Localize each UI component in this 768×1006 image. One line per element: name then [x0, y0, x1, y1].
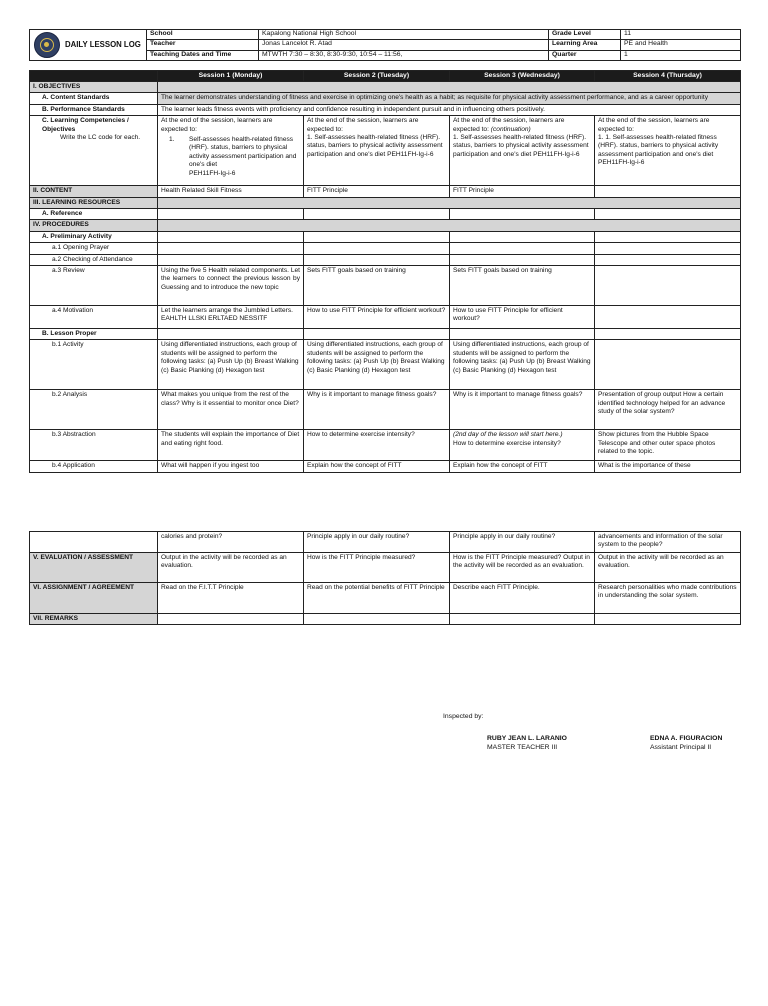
application-s4: What is the importance of these	[595, 461, 741, 472]
motivation-s1: Let the learners arrange the Jumbled Letters. EAHLTH LLSKI ERLTAED NESSITF	[158, 306, 304, 329]
school-label: School	[147, 30, 259, 40]
activity-row	[30, 340, 741, 390]
competency-s1	[158, 116, 304, 186]
procedures-heading: IV. PROCEDURES	[30, 220, 158, 231]
activity-s2: Using differentiated instructions, each group of students will be assigned to perform the following tasks: (a) Push Up (b) Breast Walking (c) Basic Planking (d) Hexagon test	[304, 340, 450, 390]
preliminary-label: A. Preliminary Activity	[30, 231, 158, 242]
motivation-label: a.4 Motivation	[30, 306, 158, 329]
header-table	[29, 29, 741, 61]
abstraction-s3-text: How to determine exercise intensity?	[453, 439, 561, 447]
signatory-1-name: RUBY JEAN L. LARANIO	[487, 735, 567, 742]
abstraction-s3	[450, 430, 595, 461]
competencies-label: C. Learning Competencies / Objectives	[42, 117, 129, 133]
content-standards-row	[30, 93, 741, 104]
competency-s2-text: 1. Self-assesses health-related fitness (HRF). status, barriers to physical activity assessment participation and one's diet PEH11FH-Ig-i-6	[307, 134, 443, 158]
form-title: DAILY LESSON LOG	[65, 40, 141, 49]
opening-prayer-row	[30, 243, 741, 254]
performance-standards-label: B. Performance Standards	[30, 104, 158, 115]
content-row	[30, 186, 741, 197]
application-s3: Explain how the concept of FITT	[450, 461, 595, 472]
logo-cell	[30, 30, 147, 61]
review-s3: Sets FITT goals based on training	[450, 266, 595, 306]
competency-s3	[450, 116, 595, 186]
content-s4	[595, 186, 741, 197]
content-standards-label: A. Content Standards	[30, 93, 158, 104]
activity-s4	[595, 340, 741, 390]
quarter-value: 1	[621, 50, 741, 60]
teacher-label: Teacher	[147, 40, 259, 50]
review-s4	[595, 266, 741, 306]
assignment-heading: VI. ASSIGNMENT / AGREEMENT	[30, 583, 158, 614]
competency-s3-intro: At the end of the session, learners are expected to:	[453, 117, 565, 133]
deped-seal-icon	[34, 32, 60, 58]
performance-standards-row	[30, 104, 741, 115]
activity-s3: Using differentiated instructions, each group of students will be assigned to perform the following tasks: (a) Push Up (b) Breast Walking (c) Basic Planking (d) Hexagon test	[450, 340, 595, 390]
competency-s4-intro: At the end of the session, learners are expected to:	[598, 117, 710, 133]
school-value: Kapalong National High School	[259, 30, 549, 40]
competency-s4	[595, 116, 741, 186]
application-cont-s2: Principle apply in our daily routine?	[304, 532, 450, 553]
motivation-s4	[595, 306, 741, 329]
session-1-header: Session 1 (Monday)	[158, 71, 304, 82]
session-2-header: Session 2 (Tuesday)	[304, 71, 450, 82]
abstraction-s4: Show pictures from the Hubble Space Telescope and other outer space photos related to the topic.	[595, 430, 741, 461]
competencies-note: Write the LC code for each.	[60, 134, 141, 142]
analysis-s3: Why is it important to manage fitness goals?	[450, 390, 595, 430]
content-standards-text: The learner demonstrates understanding of fitness and exercise in optimizing one's health as a habit; as requisite for physical activity assessment performance, and as a career opportunity	[158, 93, 741, 104]
competency-s1-number: 1.	[169, 136, 175, 144]
session-4-header: Session 4 (Thursday)	[595, 71, 741, 82]
evaluation-heading: V. EVALUATION / ASSESSMENT	[30, 553, 158, 583]
reference-label: A. Reference	[30, 209, 158, 220]
dates-label: Teaching Dates and Time	[147, 50, 259, 60]
application-cont-s1: calories and protein?	[158, 532, 304, 553]
motivation-s3: How to use FITT Principle for efficient workout?	[450, 306, 595, 329]
motivation-row	[30, 306, 741, 329]
session-header-row	[30, 71, 741, 82]
content-s1: Health Related Skill Fitness	[158, 186, 304, 197]
competency-s2	[304, 116, 450, 186]
competencies-row	[30, 116, 741, 186]
remarks-row	[30, 614, 741, 625]
performance-standards-text: The learner leads fitness events with proficiency and confidence resulting in independent pursuit and in influencing others positively.	[158, 104, 741, 115]
competency-s1-code: PEH11FH-Ig-i-6	[189, 169, 236, 177]
review-s2: Sets FITT goals based on training	[304, 266, 450, 306]
learning-resources-heading: III. LEARNING RESOURCES	[30, 197, 158, 208]
session-3-header: Session 3 (Wednesday)	[450, 71, 595, 82]
reference-row	[30, 209, 741, 220]
analysis-s1: What makes you unique from the rest of the class? Why is it essential to monitor once Diet?	[158, 390, 304, 430]
inspected-by-label: Inspected by:	[443, 713, 484, 720]
assignment-s4: Research personalities who made contributions in understanding the solar system.	[595, 583, 741, 614]
signatory-1	[487, 734, 567, 752]
learning-area-value: PE and Health	[621, 40, 741, 50]
quarter-label: Quarter	[549, 50, 621, 60]
analysis-label: b.2 Analysis	[30, 390, 158, 430]
application-cont-s3: Principle apply in our daily routine?	[450, 532, 595, 553]
application-cont-s4: advancements and information of the solar system to the people?	[595, 532, 741, 553]
review-row	[30, 266, 741, 306]
abstraction-label: b.3 Abstraction	[30, 430, 158, 461]
signatory-2	[650, 734, 722, 752]
abstraction-row	[30, 430, 741, 461]
learning-area-label: Learning Area	[549, 40, 621, 50]
activity-s1: Using differentiated instructions, each group of students will be assigned to perform the following tasks: (a) Push Up (b) Breast Walking (c) Basic Planking (d) Hexagon test	[158, 340, 304, 390]
abstraction-s2: How to determine exercise intensity?	[304, 430, 450, 461]
analysis-s2: Why is it important to manage fitness goals?	[304, 390, 450, 430]
opening-prayer-label: a.1 Opening Prayer	[30, 243, 158, 254]
application-s2: Explain how the concept of FITT	[304, 461, 450, 472]
analysis-s4: Presentation of group output How a certain identified technology helped for an advance study of the solar system?	[595, 390, 741, 430]
assignment-row	[30, 583, 741, 614]
content-heading: II. CONTENT	[30, 186, 158, 197]
review-label: a.3 Review	[30, 266, 158, 306]
content-s3: FITT Principle	[450, 186, 595, 197]
evaluation-row	[30, 553, 741, 583]
assignment-s2: Read on the potential benefits of FITT Principle	[304, 583, 450, 614]
learning-resources-row	[30, 197, 741, 208]
lesson-proper-label: B. Lesson Proper	[30, 329, 158, 340]
competency-s3-text: 1. Self-assesses health-related fitness (HRF). status, barriers to physical activity assessment participation and one's diet PEH11FH-Ig-i-6	[453, 134, 589, 158]
attendance-label: a.2 Checking of Attendance	[30, 254, 158, 265]
objectives-row	[30, 82, 741, 93]
dates-value: MTWTH 7:30 – 8:30, 8:30-9:30, 10:54 – 11:56,	[259, 50, 549, 60]
application-cont-row	[30, 532, 741, 553]
competency-s2-intro: At the end of the session, learners are expected to:	[307, 117, 419, 133]
evaluation-s4: Output in the activity will be recorded as an evaluation.	[595, 553, 741, 583]
analysis-row	[30, 390, 741, 430]
evaluation-s2: How is the FITT Principle measured?	[304, 553, 450, 583]
abstraction-s3-note: (2nd day of the lesson will start here.)	[453, 431, 563, 439]
assignment-s3: Describe each FITT Principle.	[450, 583, 595, 614]
abstraction-s1: The students will explain the importance of Diet and eating right food.	[158, 430, 304, 461]
assignment-s1: Read on the F.I.T.T Principle	[158, 583, 304, 614]
remarks-heading: VII. REMARKS	[30, 614, 158, 625]
signatory-1-title: MASTER TEACHER III	[487, 744, 558, 751]
lesson-table-continued	[29, 531, 741, 625]
competency-s4-text: 1. 1. Self-assesses health-related fitness (HRF). status, barriers to physical activity assessment participation and one's diet PEH11FH-Ig-i-6	[598, 134, 719, 167]
grade-level-value: 11	[621, 30, 741, 40]
lesson-table	[29, 70, 741, 473]
objectives-heading: I. OBJECTIVES	[30, 82, 158, 93]
corner-cell	[30, 71, 158, 82]
motivation-s2: How to use FITT Principle for efficient workout?	[304, 306, 450, 329]
application-label: b.4 Application	[30, 461, 158, 472]
competency-s3-continuation: (continuation)	[490, 125, 531, 133]
content-s2: FITT Principle	[304, 186, 450, 197]
application-s1: What will happen if you ingest too	[158, 461, 304, 472]
evaluation-s3: How is the FITT Principle measured? Output in the activity will be recorded as an evaluation.	[450, 553, 595, 583]
signatory-2-title: Assistant Principal II	[650, 744, 712, 751]
activity-label: b.1 Activity	[30, 340, 158, 390]
procedures-row	[30, 220, 741, 231]
teacher-value: Jonas Lancelot R. Atad	[259, 40, 549, 50]
competency-s1-text: Self-assesses health-related fitness (HRF). status, barriers to physical activity assessment participation and one's diet	[189, 136, 297, 169]
signatory-2-name: EDNA A. FIGURACION	[650, 735, 723, 742]
competencies-label-cell	[30, 116, 158, 186]
competency-s1-intro: At the end of the session, learners are expected to:	[161, 117, 273, 133]
application-row	[30, 461, 741, 472]
preliminary-row	[30, 231, 741, 242]
review-s1: Using the five 5 Health related components. Let the learners to connect the previous lesson by Guessing and to introduce the new topic	[158, 266, 304, 306]
attendance-row	[30, 254, 741, 265]
lesson-proper-row	[30, 329, 741, 340]
grade-level-label: Grade Level	[549, 30, 621, 40]
evaluation-s1: Output in the activity will be recorded as an evaluation.	[158, 553, 304, 583]
